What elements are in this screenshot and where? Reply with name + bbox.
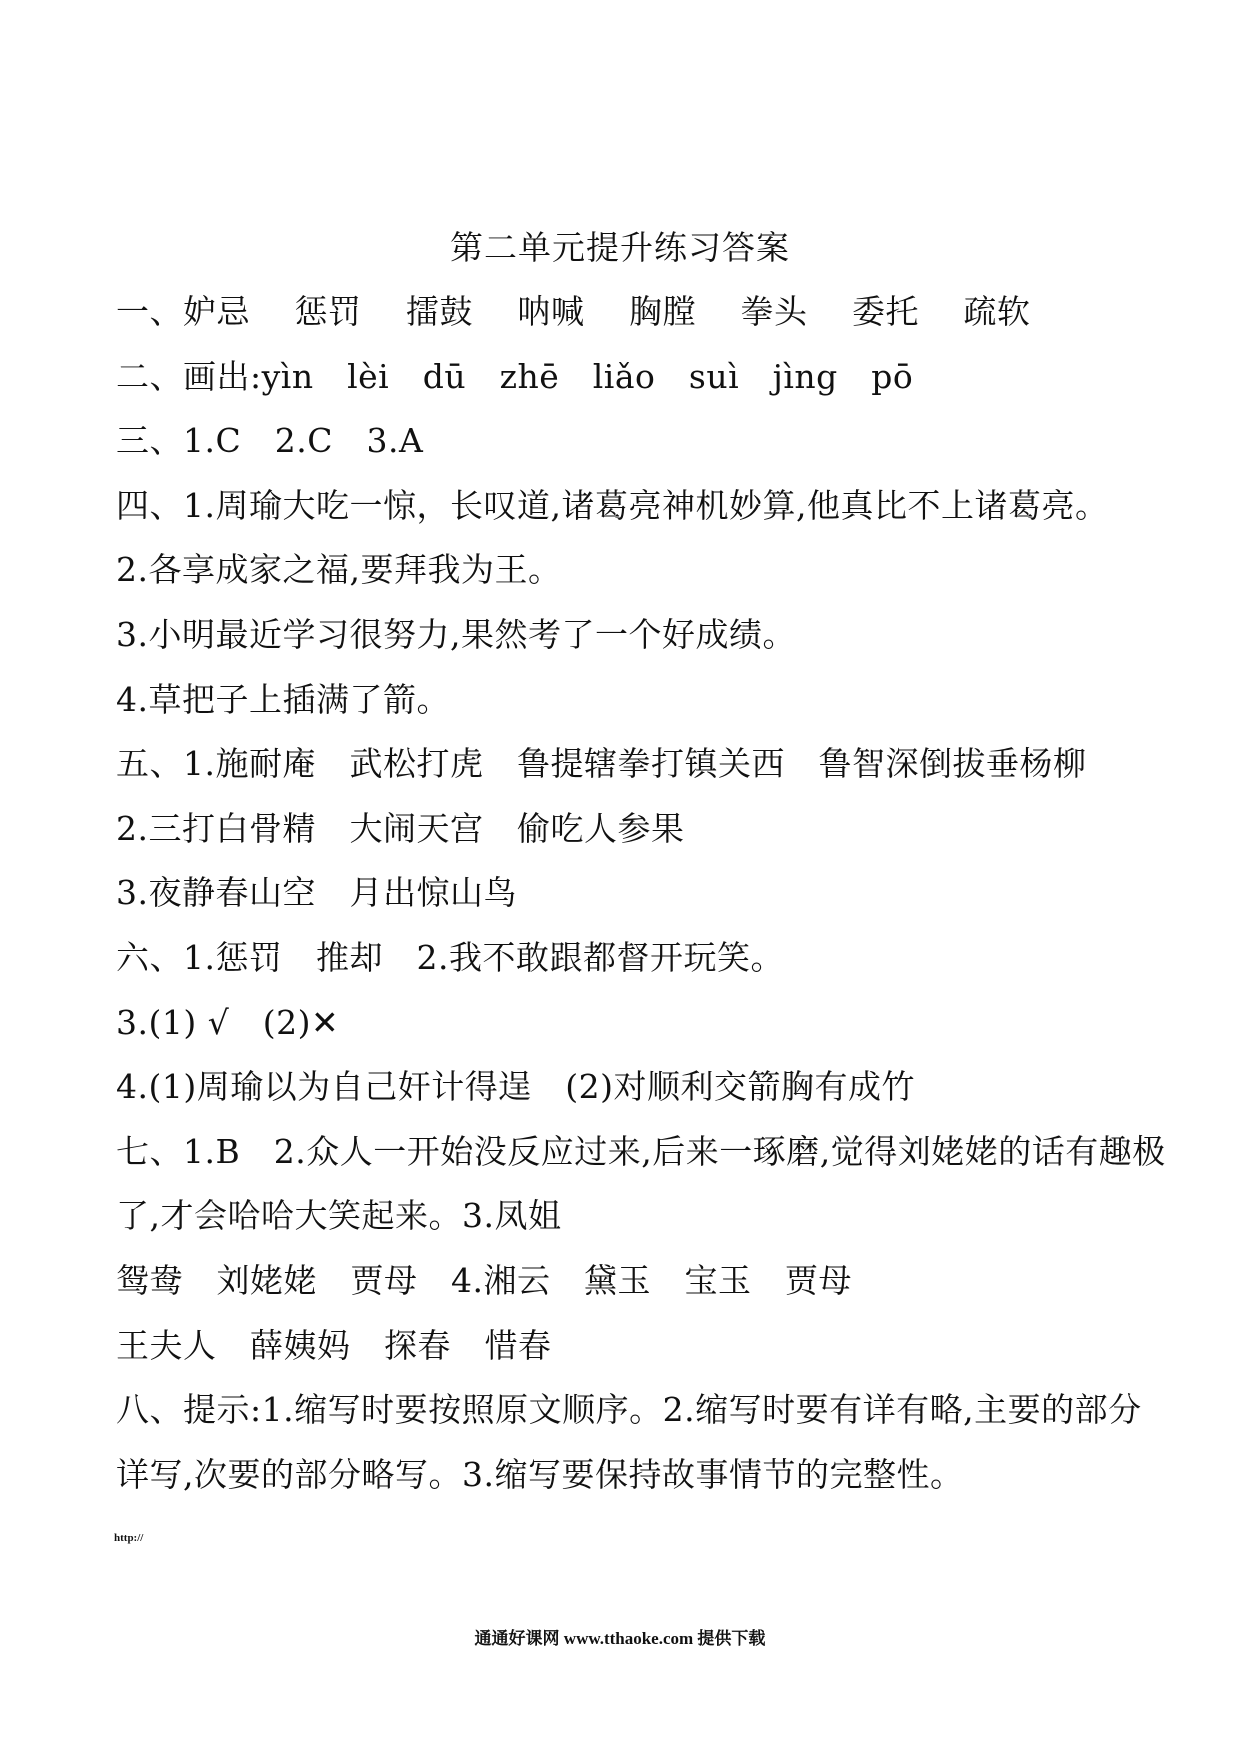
answer-line: 了,才会哈哈大笑起来。3.凤姐 xyxy=(116,1196,562,1236)
answer-line: 2.三打白骨精 大闹天宫 偷吃人参果 xyxy=(116,808,685,848)
answer-line: 3.小明最近学习很努力,果然考了一个好成绩。 xyxy=(116,614,796,654)
answer-line: 五、1.施耐庵 武松打虎 鲁提辖拳打镇关西 鲁智深倒拔垂杨柳 xyxy=(116,744,1087,784)
answer-line: 一、妒忌 惩罚 擂鼓 呐喊 胸膛 拳头 委托 疏软 xyxy=(116,292,1031,331)
answer-line: 鸳鸯 刘姥姥 贾母 4.湘云 黛玉 宝玉 贾母 xyxy=(116,1260,852,1300)
answer-line: 二、画出:yìn lèi dū zhē liǎo suì jìng pō xyxy=(116,356,914,396)
answer-line: 八、提示:1.缩写时要按照原文顺序。2.缩写时要有详有略,主要的部分 xyxy=(116,1390,1142,1430)
answer-line: 七、1.B 2.众人一开始没反应过来,后来一琢磨,觉得刘姥姥的话有趣极 xyxy=(116,1131,1166,1171)
page-title: 第二单元提升练习答案 xyxy=(450,228,790,267)
answer-line: 详写,次要的部分略写。3.缩写要保持故事情节的完整性。 xyxy=(116,1454,964,1494)
answer-line: 2.各享成家之福,要拜我为王。 xyxy=(116,550,562,590)
answer-line: 王夫人 薛姨妈 探春 惜春 xyxy=(116,1325,552,1365)
answer-line: 3.夜静春山空 月出惊山鸟 xyxy=(116,873,517,913)
page-footer: 通通好课网 www.tthaoke.com 提供下载 xyxy=(474,1629,766,1648)
answer-line: 4.(1)周瑜以为自己奸计得逞 (2)对顺利交箭胸有成竹 xyxy=(116,1067,915,1107)
answer-line: 三、1.C 2.C 3.A xyxy=(116,421,424,461)
answer-line: 3.(1) √ (2)✕ xyxy=(116,1002,340,1042)
answer-line: 4.草把子上插满了箭。 xyxy=(116,679,450,719)
answer-line: 四、1.周瑜大吃一惊，长叹道,诸葛亮神机妙算,他真比不上诸葛亮。 xyxy=(116,485,1109,525)
small-url-text: http:// xyxy=(114,1532,144,1544)
answer-line: 六、1.惩罚 推却 2.我不敢跟都督开玩笑。 xyxy=(116,937,784,977)
answer-body xyxy=(116,290,1166,1517)
